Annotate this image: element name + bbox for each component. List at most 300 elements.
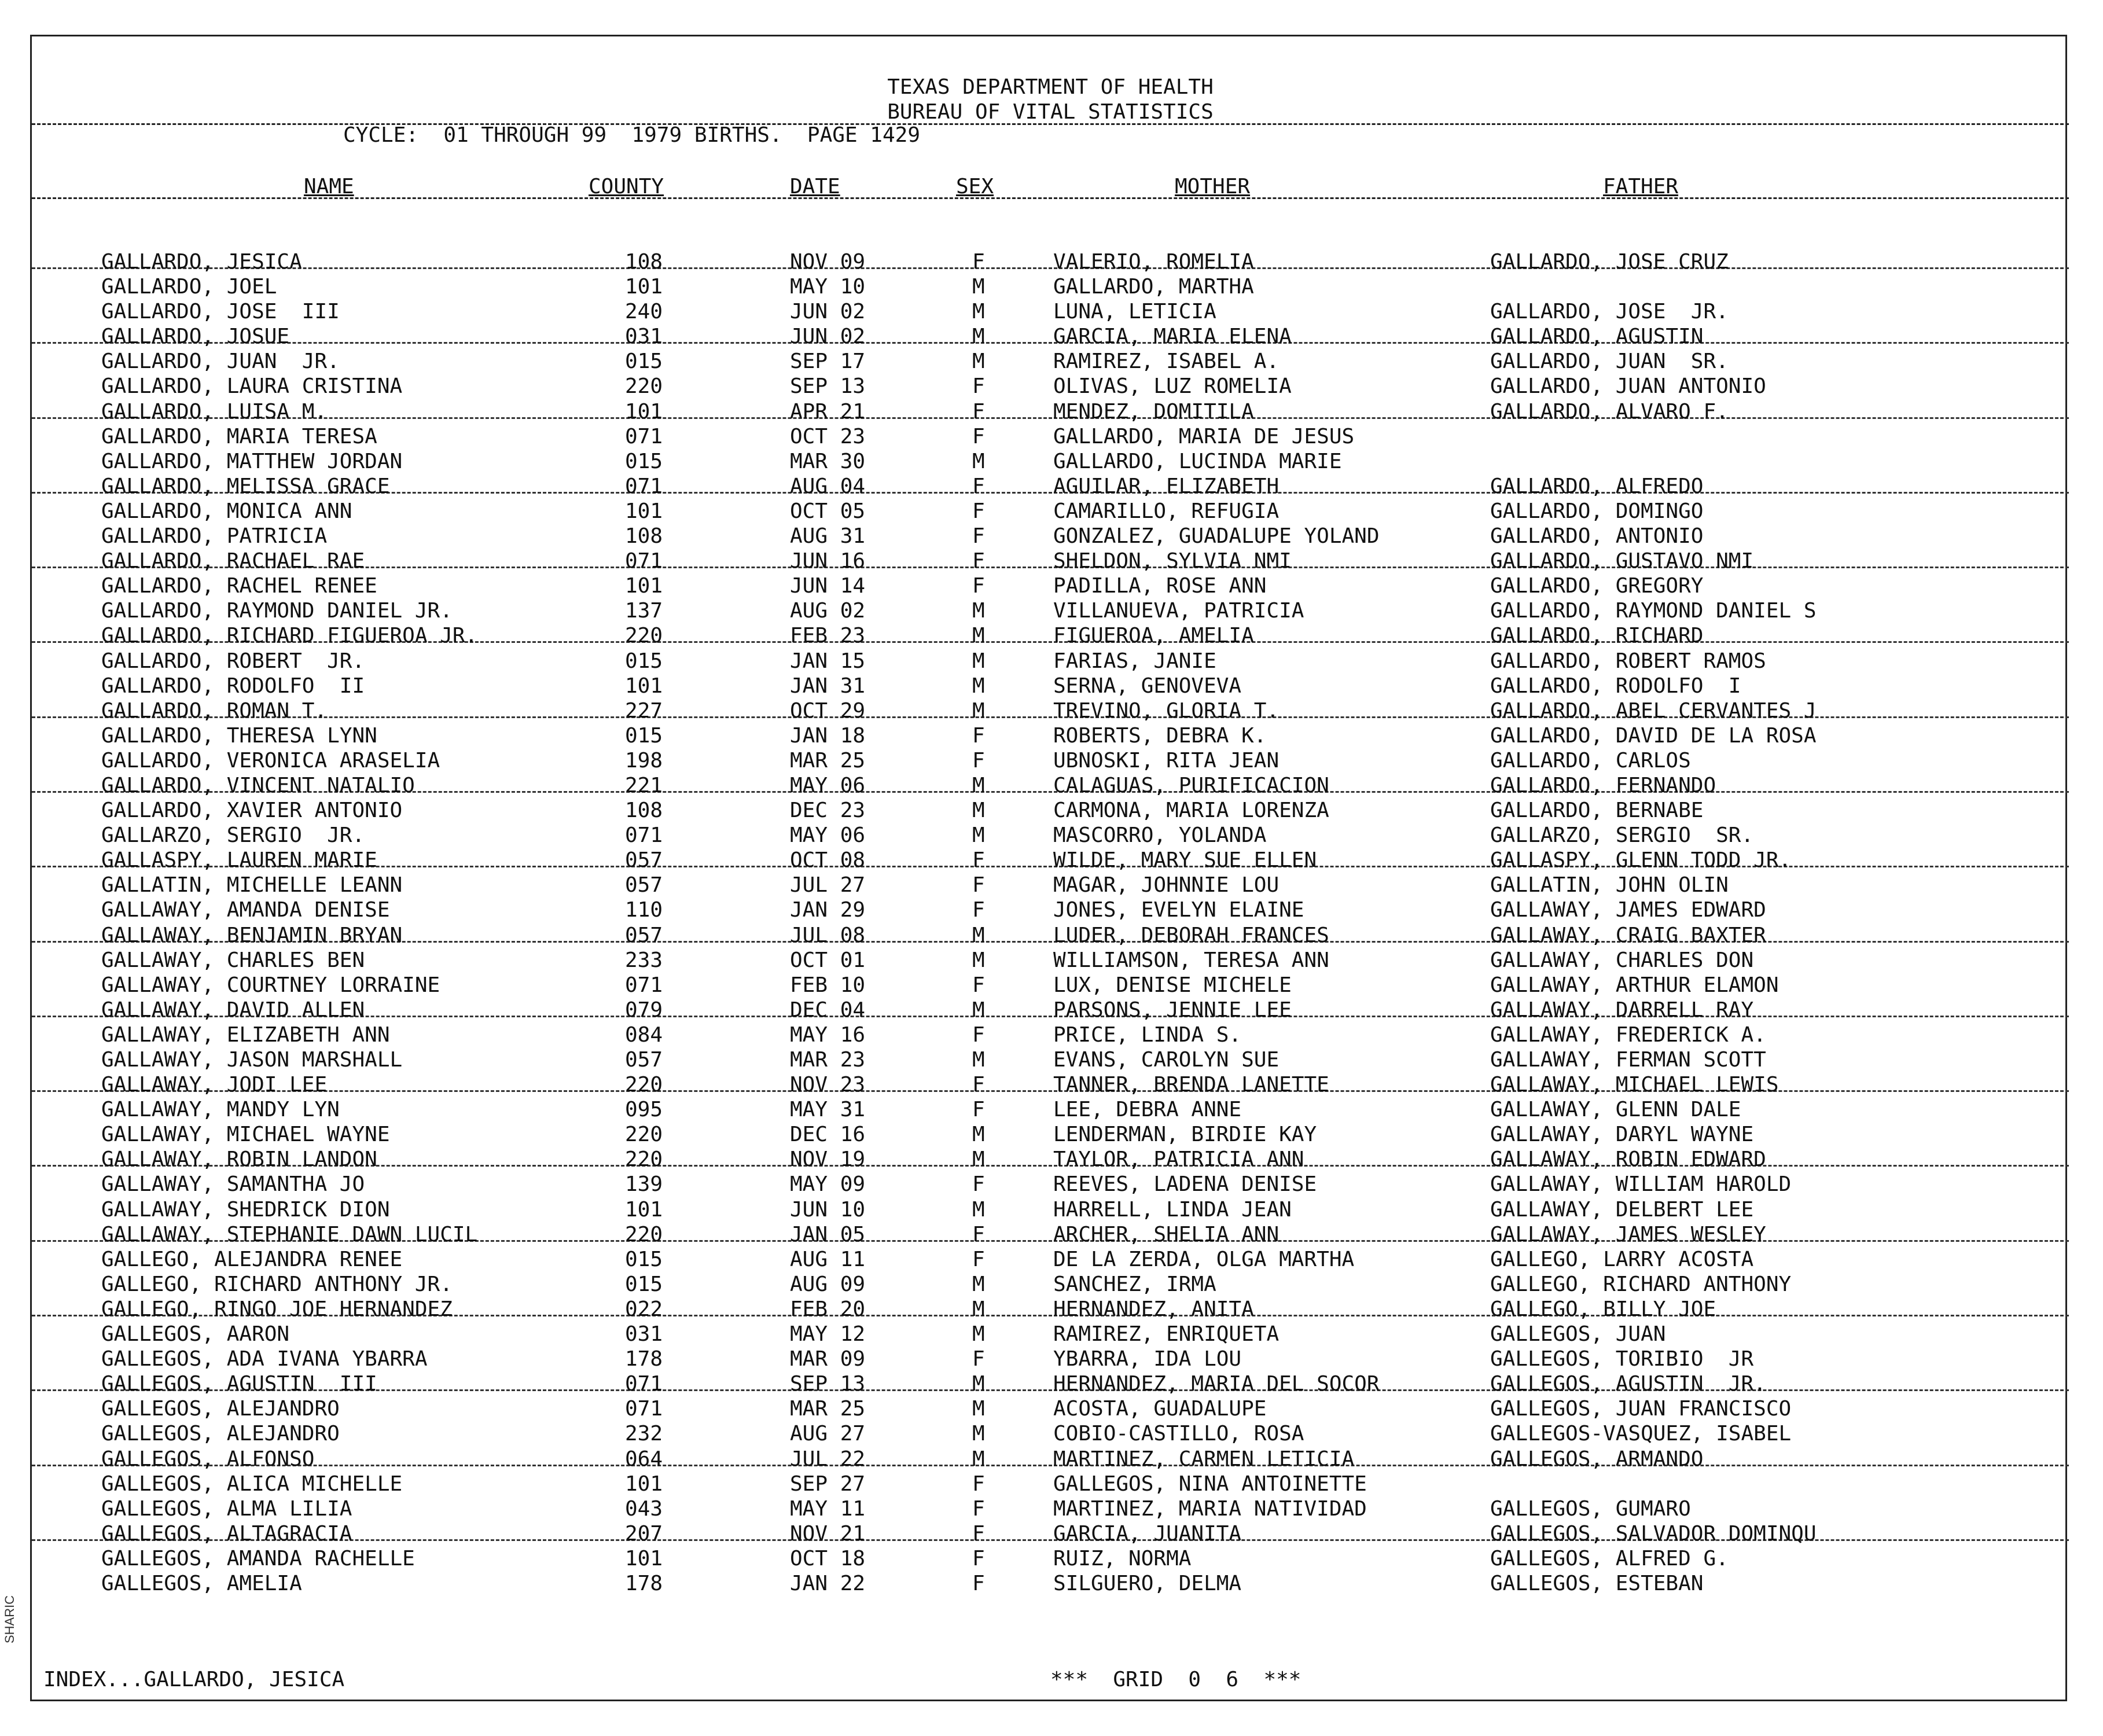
cell-sex: M <box>972 1422 985 1446</box>
cell-date: OCT 05 <box>790 499 866 523</box>
cell-father: GALLARDO, RICHARD <box>1490 624 1704 648</box>
cell-name: GALLAWAY, SAMANTHA JO <box>101 1172 365 1197</box>
cell-name: GALLEGO, RICHARD ANTHONY JR. <box>101 1272 453 1296</box>
cell-county: 057 <box>625 1048 663 1072</box>
cell-county: 022 <box>625 1297 663 1321</box>
cell-date: JUN 10 <box>790 1197 866 1222</box>
cell-date: APR 21 <box>790 399 866 424</box>
cell-county: 198 <box>625 748 663 773</box>
table-row <box>32 525 2069 550</box>
table-row <box>32 550 2069 575</box>
cell-county: 220 <box>625 1222 663 1246</box>
cell-mother: PADILLA, ROSE ANN <box>1053 574 1267 598</box>
table-row <box>32 275 2069 300</box>
cell-date: JUN 02 <box>790 325 866 349</box>
cell-father: GALLAWAY, CHARLES DON <box>1490 948 1754 972</box>
cell-county: 137 <box>625 599 663 623</box>
cell-name: GALLAWAY, JODI LEE <box>101 1073 328 1097</box>
cell-sex: M <box>972 1372 985 1396</box>
cell-sex: F <box>972 499 985 523</box>
cell-date: JAN 15 <box>790 649 866 673</box>
table-row <box>32 350 2069 375</box>
cell-date: DEC 23 <box>790 799 866 823</box>
table-row <box>32 400 2069 425</box>
row-rule <box>32 267 2069 269</box>
cell-father: GALLARDO, RAYMOND DANIEL S <box>1490 599 1817 623</box>
cell-date: FEB 20 <box>790 1297 866 1321</box>
cell-name: GALLEGOS, AARON <box>101 1322 290 1347</box>
table-row <box>32 325 2069 350</box>
cell-county: 220 <box>625 624 663 648</box>
cell-sex: M <box>972 1322 985 1347</box>
cell-mother: RUIZ, NORMA <box>1053 1546 1192 1571</box>
cell-name: GALLARDO, RACHAEL RAE <box>101 549 365 573</box>
cell-mother: WILLIAMSON, TERESA ANN <box>1053 948 1329 972</box>
cell-name: GALLAWAY, DAVID ALLEN <box>101 998 365 1022</box>
table-row <box>32 1024 2069 1049</box>
table-row <box>32 749 2069 774</box>
cell-father: GALLAWAY, ROBIN EDWARD <box>1490 1147 1766 1172</box>
cell-sex: F <box>972 898 985 922</box>
cell-father: GALLEGOS-VASQUEZ, ISABEL <box>1490 1422 1792 1446</box>
cell-date: FEB 23 <box>790 624 866 648</box>
cell-name: GALLARDO, LUISA M. <box>101 399 328 424</box>
cell-county: 015 <box>625 649 663 673</box>
cell-sex: F <box>972 1472 985 1496</box>
cell-mother: GARCIA, JUANITA <box>1053 1521 1242 1546</box>
cell-sex: M <box>972 1397 985 1421</box>
cell-mother: TANNER, BRENDA LANETTE <box>1053 1073 1329 1097</box>
cell-date: JAN 31 <box>790 674 866 698</box>
cell-father: GALLARDO, JOSE CRUZ <box>1490 250 1729 274</box>
cell-father: GALLASPY, GLENN TODD JR. <box>1490 848 1792 873</box>
cell-father: GALLEGOS, ESTEBAN <box>1490 1571 1704 1595</box>
table-row <box>32 1073 2069 1098</box>
cell-mother: WILDE, MARY SUE ELLEN <box>1053 848 1317 873</box>
cell-date: AUG 11 <box>790 1247 866 1271</box>
cell-sex: M <box>972 998 985 1022</box>
table-row <box>32 924 2069 949</box>
cell-mother: MAGAR, JOHNNIE LOU <box>1053 873 1280 898</box>
cell-date: NOV 23 <box>790 1073 866 1097</box>
cell-mother: MARTINEZ, MARIA NATIVIDAD <box>1053 1496 1367 1521</box>
table-row <box>32 1422 2069 1447</box>
cell-father: GALLARDO, JUAN ANTONIO <box>1490 374 1766 399</box>
column-header-name: NAME <box>304 175 354 198</box>
table-row <box>32 899 2069 924</box>
table-row <box>32 1323 2069 1348</box>
cell-date: NOV 19 <box>790 1147 866 1172</box>
cell-name: GALLAWAY, SHEDRICK DION <box>101 1197 390 1222</box>
table-row <box>32 1273 2069 1298</box>
cell-county: 108 <box>625 799 663 823</box>
cell-sex: M <box>972 275 985 299</box>
table-row <box>32 1098 2069 1123</box>
cell-father: GALLARDO, GREGORY <box>1490 574 1704 598</box>
cell-county: 079 <box>625 998 663 1022</box>
record-page <box>30 35 2067 1701</box>
cell-county: 178 <box>625 1347 663 1371</box>
cell-name: GALLARDO, VINCENT NATALIO <box>101 773 415 797</box>
cell-father: GALLEGOS, JUAN <box>1490 1322 1666 1347</box>
cell-mother: DE LA ZERDA, OLGA MARTHA <box>1053 1247 1355 1271</box>
cell-mother: VALERIO, ROMELIA <box>1053 250 1254 274</box>
cell-name: GALLAWAY, COURTNEY LORRAINE <box>101 973 440 997</box>
cell-father: GALLAWAY, FERMAN SCOTT <box>1490 1048 1766 1072</box>
table-row <box>32 1173 2069 1198</box>
cell-mother: SILGUERO, DELMA <box>1053 1571 1242 1595</box>
cell-date: JUN 16 <box>790 549 866 573</box>
table-row <box>32 675 2069 700</box>
cell-mother: MENDEZ, DOMITILA <box>1053 399 1254 424</box>
cell-date: JAN 29 <box>790 898 866 922</box>
cell-sex: M <box>972 649 985 673</box>
cell-name: GALLEGOS, AGUSTIN III <box>101 1372 377 1396</box>
cell-name: GALLARZO, SERGIO JR. <box>101 823 365 848</box>
cell-mother: LUNA, LETICIA <box>1053 300 1216 324</box>
cell-father: GALLARDO, ALFREDO <box>1490 474 1704 498</box>
cell-name: GALLEGOS, AMANDA RACHELLE <box>101 1546 415 1571</box>
cell-father: GALLARDO, CARLOS <box>1490 748 1691 773</box>
cell-father: GALLAWAY, FREDERICK A. <box>1490 1023 1766 1047</box>
cell-mother: LUDER, DEBORAH FRANCES <box>1053 923 1329 947</box>
cell-county: 057 <box>625 848 663 873</box>
cell-mother: VILLANUEVA, PATRICIA <box>1053 599 1304 623</box>
table-row <box>32 999 2069 1024</box>
cell-name: GALLARDO, LAURA CRISTINA <box>101 374 403 399</box>
cell-name: GALLARDO, THERESA LYNN <box>101 723 377 748</box>
cell-county: 227 <box>625 698 663 723</box>
cell-mother: ROBERTS, DEBRA K. <box>1053 723 1267 748</box>
cell-mother: GALLARDO, MARTHA <box>1053 275 1254 299</box>
cell-name: GALLASPY, LAUREN MARIE <box>101 848 377 873</box>
agency-title: TEXAS DEPARTMENT OF HEALTH <box>887 75 1214 99</box>
cell-sex: M <box>972 300 985 324</box>
cell-mother: REEVES, LADENA DENISE <box>1053 1172 1317 1197</box>
cell-father: GALLATIN, JOHN OLIN <box>1490 873 1729 898</box>
cell-name: GALLARDO, MATTHEW JORDAN <box>101 449 403 473</box>
cell-county: 071 <box>625 973 663 997</box>
cell-name: GALLARDO, MARIA TERESA <box>101 424 377 448</box>
cell-father: GALLARDO, ROBERT RAMOS <box>1490 649 1766 673</box>
cell-county: 071 <box>625 823 663 848</box>
cell-father: GALLARDO, FERNANDO <box>1490 773 1716 797</box>
cell-father: GALLEGOS, GUMARO <box>1490 1496 1691 1521</box>
cell-date: OCT 29 <box>790 698 866 723</box>
cell-mother: SERNA, GENOVEVA <box>1053 674 1242 698</box>
cell-name: GALLAWAY, JASON MARSHALL <box>101 1048 403 1072</box>
cell-county: 064 <box>625 1447 663 1471</box>
cell-sex: F <box>972 748 985 773</box>
cell-mother: GARCIA, MARIA ELENA <box>1053 325 1292 349</box>
footer-grid: *** GRID 0 6 *** <box>1050 1668 1301 1691</box>
table-row <box>32 500 2069 525</box>
table-row <box>32 1198 2069 1223</box>
table-row <box>32 824 2069 849</box>
table-row <box>32 700 2069 724</box>
cell-date: OCT 08 <box>790 848 866 873</box>
cell-father: GALLARDO, JUAN SR. <box>1490 350 1729 374</box>
cell-date: MAR 30 <box>790 449 866 473</box>
cell-name: GALLEGOS, ALMA LILIA <box>101 1496 352 1521</box>
cell-father: GALLEGOS, SALVADOR DOMINQU <box>1490 1521 1817 1546</box>
cell-father: GALLEGOS, JUAN FRANCISCO <box>1490 1397 1792 1421</box>
cell-father: GALLAWAY, WILLIAM HAROLD <box>1490 1172 1792 1197</box>
cell-sex: F <box>972 1073 985 1097</box>
cell-county: 233 <box>625 948 663 972</box>
table-row <box>32 1049 2069 1073</box>
row-rule <box>32 417 2069 419</box>
cell-father: GALLAWAY, JAMES EDWARD <box>1490 898 1766 922</box>
cell-county: 101 <box>625 499 663 523</box>
cell-sex: F <box>972 1347 985 1371</box>
cell-sex: F <box>972 549 985 573</box>
table-row <box>32 724 2069 749</box>
cell-county: 031 <box>625 1322 663 1347</box>
cell-mother: MARTINEZ, CARMEN LETICIA <box>1053 1447 1355 1471</box>
cell-sex: M <box>972 449 985 473</box>
cell-sex: M <box>972 599 985 623</box>
cell-sex: M <box>972 325 985 349</box>
cell-name: GALLEGOS, ALEJANDRO <box>101 1422 340 1446</box>
cell-date: NOV 21 <box>790 1521 866 1546</box>
cell-county: 207 <box>625 1521 663 1546</box>
cell-father: GALLARZO, SERGIO SR. <box>1490 823 1754 848</box>
column-header-county: COUNTY <box>589 175 664 198</box>
cell-sex: M <box>972 948 985 972</box>
cell-mother: LUX, DENISE MICHELE <box>1053 973 1292 997</box>
cell-sex: M <box>972 674 985 698</box>
cell-county: 071 <box>625 424 663 448</box>
cell-county: 220 <box>625 1123 663 1147</box>
bureau-title: BUREAU OF VITAL STATISTICS <box>887 100 1214 124</box>
cell-mother: YBARRA, IDA LOU <box>1053 1347 1242 1371</box>
table-row <box>32 300 2069 325</box>
table-row <box>32 849 2069 874</box>
cell-date: NOV 09 <box>790 250 866 274</box>
cell-mother: RAMIREZ, ISABEL A. <box>1053 350 1280 374</box>
table-row <box>32 1148 2069 1173</box>
footer-index: INDEX...GALLARDO, JESICA <box>43 1668 345 1691</box>
cell-name: GALLAWAY, MICHAEL WAYNE <box>101 1123 390 1147</box>
cell-name: GALLAWAY, BENJAMIN BRYAN <box>101 923 403 947</box>
cell-father: GALLEGO, BILLY JOE <box>1490 1297 1716 1321</box>
table-row <box>32 1223 2069 1248</box>
cell-date: SEP 13 <box>790 1372 866 1396</box>
table-row <box>32 1348 2069 1373</box>
cell-county: 071 <box>625 1372 663 1396</box>
cell-date: JUN 14 <box>790 574 866 598</box>
cell-mother: LENDERMAN, BIRDIE KAY <box>1053 1123 1317 1147</box>
table-row <box>32 575 2069 599</box>
cell-county: 110 <box>625 898 663 922</box>
cell-mother: HERNANDEZ, MARIA DEL SOCOR <box>1053 1372 1380 1396</box>
cell-date: MAY 10 <box>790 275 866 299</box>
table-row <box>32 375 2069 400</box>
cell-county: 108 <box>625 250 663 274</box>
cell-father: GALLAWAY, ARTHUR ELAMON <box>1490 973 1779 997</box>
cell-date: MAR 23 <box>790 1048 866 1072</box>
cell-father: GALLAWAY, DARYL WAYNE <box>1490 1123 1754 1147</box>
cell-date: AUG 27 <box>790 1422 866 1446</box>
table-row <box>32 1522 2069 1547</box>
cell-father: GALLARDO, DOMINGO <box>1490 499 1704 523</box>
table-row <box>32 1248 2069 1273</box>
cell-name: GALLAWAY, ROBIN LANDON <box>101 1147 377 1172</box>
cell-father: GALLAWAY, GLENN DALE <box>1490 1098 1741 1122</box>
cell-mother: AGUILAR, ELIZABETH <box>1053 474 1280 498</box>
cell-county: 015 <box>625 723 663 748</box>
cell-mother: ACOSTA, GUADALUPE <box>1053 1397 1267 1421</box>
cell-date: FEB 10 <box>790 973 866 997</box>
cell-name: GALLAWAY, ELIZABETH ANN <box>101 1023 390 1047</box>
column-header-rule <box>32 197 2069 199</box>
cell-county: 031 <box>625 325 663 349</box>
cell-mother: TAYLOR, PATRICIA ANN <box>1053 1147 1304 1172</box>
cell-county: 071 <box>625 549 663 573</box>
cell-mother: SANCHEZ, IRMA <box>1053 1272 1216 1296</box>
table-row <box>32 1373 2069 1397</box>
table-row <box>32 799 2069 824</box>
cell-date: JUL 22 <box>790 1447 866 1471</box>
cell-sex: F <box>972 250 985 274</box>
cell-name: GALLARDO, JOEL <box>101 275 277 299</box>
cell-name: GALLARDO, JESICA <box>101 250 302 274</box>
cell-father: GALLARDO, ALVARO F. <box>1490 399 1729 424</box>
cell-mother: LEE, DEBRA ANNE <box>1053 1098 1242 1122</box>
table-row <box>32 874 2069 899</box>
column-header-date: DATE <box>790 175 840 198</box>
cell-sex: M <box>972 799 985 823</box>
cell-father: GALLEGOS, ALFRED G. <box>1490 1546 1729 1571</box>
cell-date: JAN 18 <box>790 723 866 748</box>
table-row <box>32 425 2069 450</box>
cell-date: MAR 25 <box>790 1397 866 1421</box>
row-rule <box>32 342 2069 344</box>
table-row <box>32 1572 2069 1597</box>
cell-county: 221 <box>625 773 663 797</box>
cell-sex: F <box>972 723 985 748</box>
cell-father: GALLARDO, ABEL CERVANTES J <box>1490 698 1817 723</box>
cell-name: GALLEGOS, ALFONSO <box>101 1447 315 1471</box>
cell-sex: F <box>972 424 985 448</box>
cell-sex: F <box>972 1098 985 1122</box>
cell-name: GALLARDO, MELISSA GRACE <box>101 474 390 498</box>
cell-date: OCT 18 <box>790 1546 866 1571</box>
cell-name: GALLEGOS, ALEJANDRO <box>101 1397 340 1421</box>
table-row <box>32 1397 2069 1422</box>
table-row <box>32 599 2069 624</box>
cell-date: JAN 22 <box>790 1571 866 1595</box>
cell-mother: PARSONS, JENNIE LEE <box>1053 998 1292 1022</box>
cell-sex: M <box>972 1123 985 1147</box>
cell-name: GALLARDO, JOSUE <box>101 325 290 349</box>
cell-mother: GALLARDO, LUCINDA MARIE <box>1053 449 1342 473</box>
cell-sex: F <box>972 1571 985 1595</box>
cell-county: 101 <box>625 1472 663 1496</box>
cell-father: GALLARDO, JOSE JR. <box>1490 300 1729 324</box>
cell-name: GALLAWAY, STEPHANIE DAWN LUCIL <box>101 1222 478 1246</box>
cell-mother: CAMARILLO, REFUGIA <box>1053 499 1280 523</box>
cell-date: MAY 06 <box>790 823 866 848</box>
cell-sex: M <box>972 1297 985 1321</box>
cell-date: DEC 16 <box>790 1123 866 1147</box>
cell-county: 101 <box>625 674 663 698</box>
cell-father: GALLARDO, AGUSTIN <box>1490 325 1704 349</box>
cell-county: 139 <box>625 1172 663 1197</box>
row-rule <box>32 1465 2069 1466</box>
cell-date: JUL 08 <box>790 923 866 947</box>
cell-mother: TREVINO, GLORIA T. <box>1053 698 1280 723</box>
cell-mother: CARMONA, MARIA LORENZA <box>1053 799 1329 823</box>
cell-sex: M <box>972 1197 985 1222</box>
cell-sex: M <box>972 698 985 723</box>
cell-county: 101 <box>625 399 663 424</box>
cell-sex: F <box>972 973 985 997</box>
cell-county: 232 <box>625 1422 663 1446</box>
cell-date: DEC 04 <box>790 998 866 1022</box>
cell-name: GALLAWAY, CHARLES BEN <box>101 948 365 972</box>
cell-father: GALLARDO, RODOLFO I <box>1490 674 1741 698</box>
cell-county: 101 <box>625 1546 663 1571</box>
cell-sex: F <box>972 1172 985 1197</box>
cell-county: 015 <box>625 350 663 374</box>
cell-county: 095 <box>625 1098 663 1122</box>
table-row <box>32 650 2069 675</box>
cell-father: GALLARDO, BERNABE <box>1490 799 1704 823</box>
cell-sex: M <box>972 1447 985 1471</box>
cell-name: GALLAWAY, AMANDA DENISE <box>101 898 390 922</box>
cell-county: 101 <box>625 275 663 299</box>
table-row <box>32 624 2069 649</box>
cell-name: GALLARDO, VERONICA ARASELIA <box>101 748 440 773</box>
cell-sex: M <box>972 773 985 797</box>
cell-date: OCT 01 <box>790 948 866 972</box>
cell-county: 084 <box>625 1023 663 1047</box>
cell-sex: F <box>972 848 985 873</box>
cell-name: GALLARDO, ROBERT JR. <box>101 649 365 673</box>
cell-county: 015 <box>625 1272 663 1296</box>
cell-sex: F <box>972 574 985 598</box>
cell-mother: PRICE, LINDA S. <box>1053 1023 1242 1047</box>
cell-county: 220 <box>625 1147 663 1172</box>
cell-father: GALLAWAY, DARRELL RAY <box>1490 998 1754 1022</box>
cell-sex: F <box>972 1546 985 1571</box>
cell-date: MAY 12 <box>790 1322 866 1347</box>
cell-county: 071 <box>625 474 663 498</box>
cell-date: MAY 09 <box>790 1172 866 1197</box>
cell-mother: EVANS, CAROLYN SUE <box>1053 1048 1280 1072</box>
cell-sex: F <box>972 873 985 898</box>
cell-county: 071 <box>625 1397 663 1421</box>
cell-county: 220 <box>625 374 663 399</box>
column-header-sex: SEX <box>956 175 994 198</box>
cell-father: GALLARDO, DAVID DE LA ROSA <box>1490 723 1817 748</box>
cell-name: GALLEGOS, ALTAGRACIA <box>101 1521 352 1546</box>
cell-date: OCT 23 <box>790 424 866 448</box>
cell-county: 101 <box>625 1197 663 1222</box>
cell-county: 101 <box>625 574 663 598</box>
cell-name: GALLARDO, ROMAN T. <box>101 698 328 723</box>
cell-father: GALLAWAY, DELBERT LEE <box>1490 1197 1754 1222</box>
cell-sex: F <box>972 374 985 399</box>
header-rule <box>32 123 2069 125</box>
cell-county: 015 <box>625 1247 663 1271</box>
cell-name: GALLARDO, JUAN JR. <box>101 350 340 374</box>
cell-father: GALLEGOS, ARMANDO <box>1490 1447 1704 1471</box>
cell-date: MAY 31 <box>790 1098 866 1122</box>
cell-name: GALLARDO, XAVIER ANTONIO <box>101 799 403 823</box>
